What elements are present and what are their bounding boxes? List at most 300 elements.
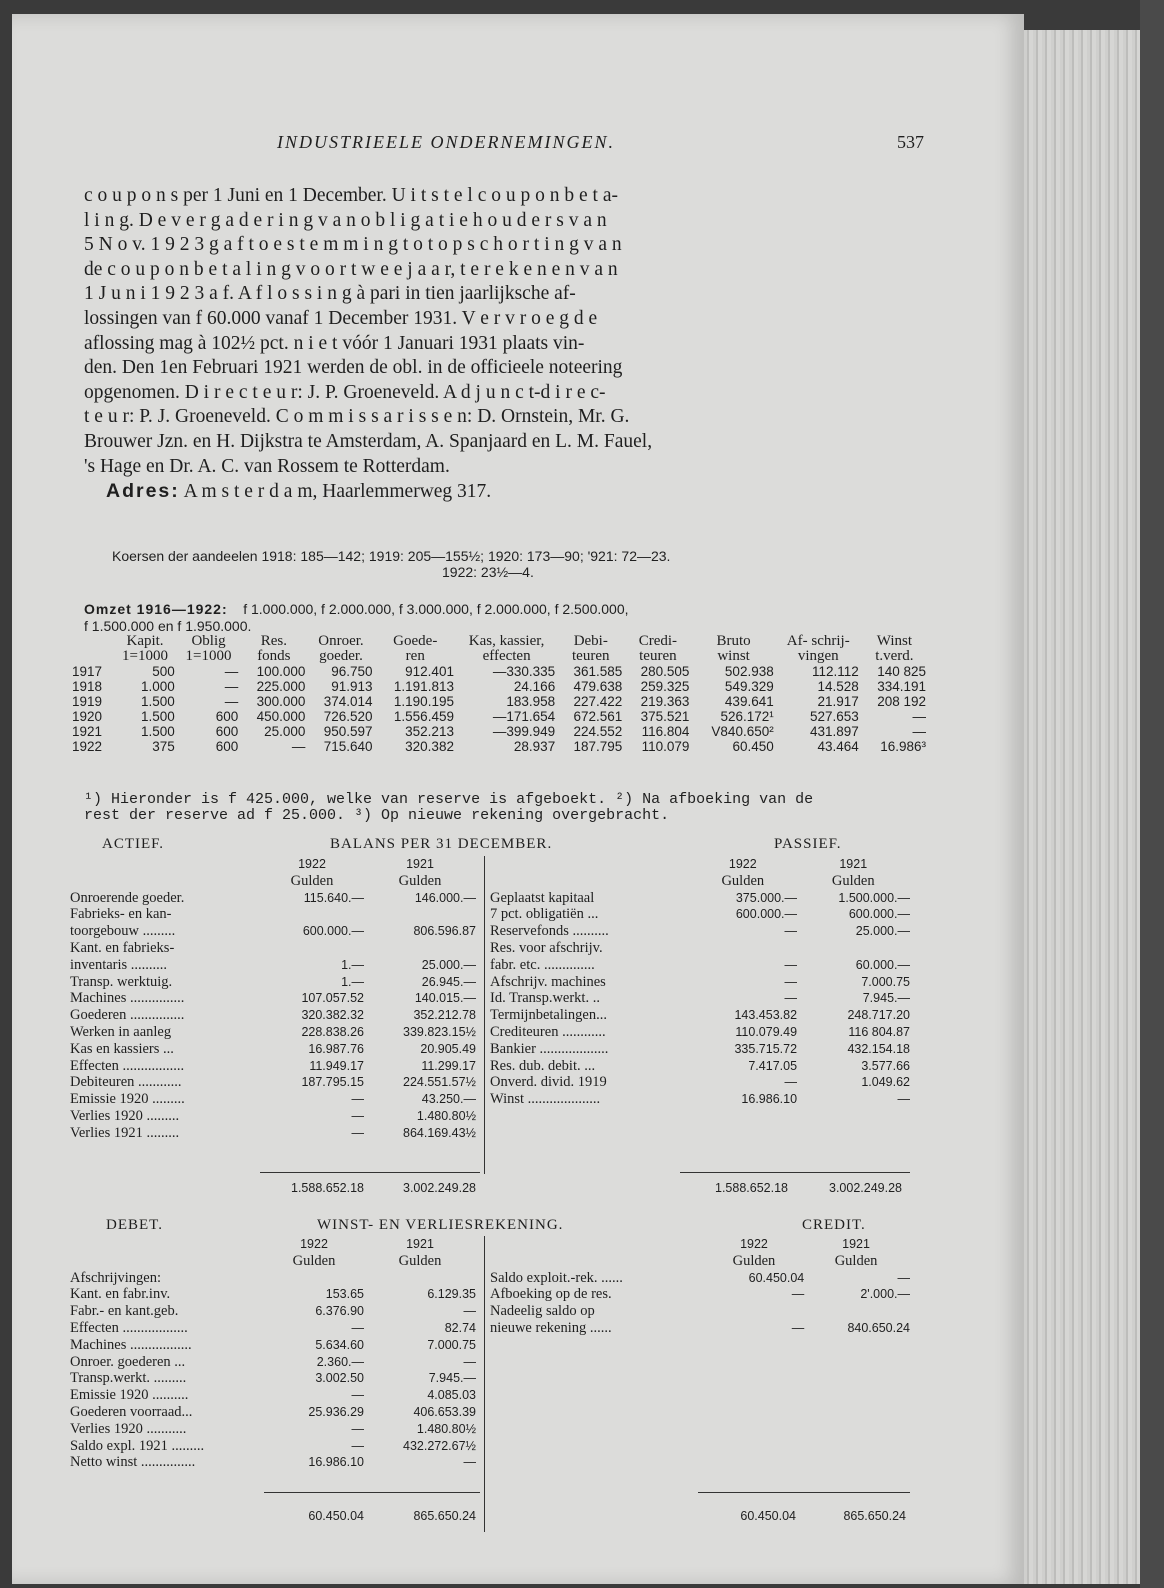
stats-cell: 1.556.459 [393, 709, 454, 724]
stats-cell: 224.552 [573, 724, 623, 739]
credit-value-1921: — [897, 1270, 910, 1285]
debet-row [70, 1438, 490, 1455]
balans-passief [490, 856, 910, 1108]
balans-divider [484, 856, 485, 1174]
stats-cell: 60.450 [732, 739, 774, 754]
passief-label: Res. voor afschrijv. [490, 939, 603, 956]
passief-value-1921: 1.049.62 [861, 1075, 910, 1090]
passief-row [490, 906, 910, 923]
spacer [490, 1236, 706, 1253]
actief-label: Debiteuren ............ [70, 1074, 182, 1091]
stats-header-cell [70, 649, 113, 664]
stats-year: 1920 [72, 709, 103, 724]
credit-value-1921: 840.650.24 [847, 1320, 910, 1335]
stats-cell: 1.000 [140, 679, 175, 694]
wv-title: WINST- EN VERLIESREKENING. [317, 1217, 564, 1233]
debet-row [70, 1354, 490, 1371]
wv-debet-total-1921: 865.650.24 [413, 1509, 476, 1523]
adres-city: A m s t e r d a m, [183, 481, 318, 503]
credit-label: Afboeking op de res. [490, 1286, 612, 1303]
stats-cell: —399.949 [492, 724, 556, 739]
stats-cell: 100.000 [256, 664, 306, 679]
stats-cell: —330.335 [492, 664, 556, 679]
passief-label: Bankier ................... [490, 1040, 609, 1057]
debet-label: Emissie 1920 .......... [70, 1387, 189, 1404]
passief-value-1922 [690, 940, 797, 957]
debet-label: Transp.werkt. ......... [70, 1370, 187, 1387]
debet-label: Onroer. goederen ... [70, 1353, 186, 1370]
wv-credit-total-1921: 865.650.24 [843, 1509, 906, 1523]
stats-cell: — [224, 679, 239, 694]
wv-debet-totals [264, 1508, 480, 1525]
stats-header-cell: Bruto [716, 633, 751, 649]
turnover [84, 601, 924, 635]
wv-credit-totals [698, 1508, 910, 1525]
stats-cell: 320.382 [405, 739, 454, 754]
passief-label: Reservefonds .......... [490, 923, 609, 940]
credit-unit-row [490, 1253, 910, 1270]
stats-cell: V840.650² [711, 724, 774, 739]
stats-cell: 334.191 [877, 679, 926, 694]
credit-row [490, 1286, 910, 1303]
stats-cell: 227.422 [573, 694, 623, 709]
turnover-line-1: f 1.000.000, f 2.000.000, f 3.000.000, f 2.000.000, f 2.500.000, [243, 601, 629, 617]
passief-label: Termijnbetalingen... [490, 1007, 607, 1024]
passief-value-1921: 1.500.000.— [838, 890, 910, 905]
stats-row [70, 664, 928, 679]
body-line: Brouwer Jzn. en H. Dijkstra te Amsterdam, A. Spanjaard en L. M. Fauel, [84, 430, 653, 452]
stats-cell: 375.521 [640, 709, 690, 724]
passief-unit-row [490, 873, 910, 890]
passief-value-1922: 375.000.— [735, 890, 798, 905]
actief-row [70, 974, 490, 991]
stats-cell: 527.653 [809, 709, 859, 724]
debet-row [70, 1337, 490, 1354]
debet-value-1921: — [463, 1455, 476, 1470]
credit-value-1921 [804, 1303, 910, 1320]
stats-header-cell: teuren [572, 648, 610, 664]
debet-value-1922: 16.986.10 [308, 1455, 364, 1470]
actief-value-1921: 26.945.— [421, 974, 476, 989]
stats-cell: 479.638 [573, 679, 623, 694]
stats-table [70, 634, 928, 754]
stats-row [70, 739, 928, 754]
actief-row [70, 1041, 490, 1058]
stats-cell: 450.000 [256, 709, 306, 724]
stats-row [70, 694, 928, 709]
passief-row [490, 1024, 910, 1041]
actief-row [70, 1125, 490, 1142]
stats-header-cell: 1=1000 [185, 648, 232, 664]
stats-header-row [70, 634, 928, 649]
stats-cell: 352.213 [405, 724, 454, 739]
passief-year-1922: 1922 [728, 857, 757, 871]
actief-value-1921: 806.596.87 [413, 924, 476, 939]
debet-value-1921: — [463, 1354, 476, 1369]
balans-passief-total-1921: 3.002.249.28 [829, 1181, 902, 1195]
stats-cell: 375 [152, 739, 175, 754]
debet-value-1922: — [351, 1421, 364, 1436]
passief-value-1922: — [784, 924, 798, 939]
debet-row [70, 1421, 490, 1438]
debet-unit-1922: Gulden [292, 1252, 336, 1269]
passief-label: 7 pct. obligatiën ... [490, 906, 599, 923]
stats-cell: 259.325 [640, 679, 690, 694]
actief-label: Onroerende goeder. [70, 889, 185, 906]
stats-header-cell: Kapit. [126, 633, 164, 649]
balans-actief-title: ACTIEF. [102, 836, 165, 852]
stats-cell: 116.804 [641, 724, 690, 739]
wv-debet-title: DEBET. [106, 1217, 163, 1233]
balans-actief-total-1921: 3.002.249.28 [403, 1181, 476, 1195]
share-prices-line-1: Koersen der aandeelen 1918: 185—142; 1919: 205—155½; 1920: 173—90; '921: 72—23. [112, 548, 671, 564]
page-number: 537 [897, 132, 924, 152]
debet-year-1922: 1922 [300, 1237, 328, 1251]
stats-cell: — [224, 694, 239, 709]
passief-value-1921: 116 804.87 [848, 1024, 910, 1039]
debet-value-1922: 5.634.60 [315, 1337, 364, 1352]
actief-year-1922: 1922 [298, 857, 326, 871]
actief-row [70, 957, 490, 974]
wv-credit-total-1922: 60.450.04 [740, 1509, 796, 1523]
passief-unit-1922: Gulden [721, 872, 765, 889]
stats-cell: 112.112 [811, 664, 859, 679]
debet-row [70, 1454, 490, 1471]
debet-unit-row [70, 1253, 490, 1270]
stats-cell: 183.958 [506, 694, 556, 709]
actief-value-1922: 1.— [341, 974, 364, 989]
passief-value-1922: — [784, 957, 798, 972]
actief-value-1921: 11.299.17 [421, 1058, 476, 1073]
actief-year-row [70, 856, 490, 873]
debet-value-1921: 4.085.03 [427, 1388, 476, 1403]
debet-label: Kant. en fabr.inv. [70, 1286, 171, 1303]
actief-row [70, 906, 490, 923]
actief-value-1922: — [351, 1125, 364, 1140]
debet-value-1922: 6.376.90 [315, 1304, 364, 1319]
actief-label: Fabrieks- en kan- [70, 906, 172, 923]
stats-cell: 600 [215, 739, 239, 754]
balans-passief-title: PASSIEF. [774, 836, 842, 852]
debet-value-1921: 7.000.75 [427, 1337, 476, 1352]
passief-value-1922: — [784, 1075, 798, 1090]
stats-row [70, 679, 928, 694]
passief-label: fabr. etc. .............. [490, 956, 595, 973]
stats-cell: 219.363 [640, 694, 690, 709]
balans-passief-total-1922: 1.588.652.18 [715, 1181, 788, 1195]
actief-unit-row [70, 873, 490, 890]
passief-label: Onverd. divid. 1919 [490, 1074, 607, 1091]
running-header [72, 132, 924, 160]
credit-value-1922: — [791, 1320, 805, 1335]
actief-row [70, 1091, 490, 1108]
credit-year-row [490, 1236, 910, 1253]
stats-cell: 21.917 [817, 694, 859, 709]
credit-year-1922: 1922 [740, 1237, 768, 1251]
stats-cell: — [224, 664, 239, 679]
balans-actief-rule [260, 1172, 480, 1173]
actief-label: Goederen ............... [70, 1007, 185, 1024]
body-line: c o u p o n s per 1 Juni en 1 December. U i t s t e l c o u p o n b e t a- [84, 185, 618, 206]
stats-header-cell [70, 634, 113, 649]
actief-value-1922: — [351, 1108, 364, 1123]
passief-row [490, 957, 910, 974]
balans-actief [70, 856, 490, 1142]
passief-row [490, 1091, 910, 1108]
stats-header-cell: Kas, kassier, [468, 633, 545, 649]
debet-value-1921: 82.74 [444, 1320, 476, 1335]
stats-cell: 950.597 [323, 724, 373, 739]
passief-label: Winst .................... [490, 1091, 601, 1108]
debet-value-1921: 432.272.67½ [403, 1438, 476, 1453]
stats-header-cell: goeder. [319, 648, 363, 664]
balans-passief-rule [680, 1172, 910, 1173]
actief-label: Machines ............... [70, 990, 185, 1007]
credit-value-1922 [710, 1303, 804, 1320]
debet-label: Fabr.- en kant.geb. [70, 1303, 179, 1320]
adres-label: Adres: [106, 480, 180, 503]
actief-value-1921: 1.480.80½ [416, 1108, 476, 1123]
passief-label: Afschrijv. machines [490, 973, 606, 990]
stats-header-cell: Oblig [191, 633, 226, 649]
credit-year-1921: 1921 [842, 1237, 870, 1251]
stats-header-cell: Af- schrij- [786, 633, 850, 649]
debet-row [70, 1387, 490, 1404]
body-line: lossingen van f 60.000 vanaf 1 December 1931. V e r v r o e g d e [84, 307, 598, 329]
adres-street: Haarlemmerweg 317. [322, 481, 492, 503]
adres-line [84, 479, 924, 504]
debet-value-1922: 2.360.— [316, 1354, 364, 1369]
wv-credit [490, 1236, 910, 1337]
actief-value-1921: 25.000.— [421, 957, 476, 972]
actief-value-1922: 228.838.26 [301, 1024, 364, 1039]
actief-row [70, 890, 490, 907]
debet-row [70, 1320, 490, 1337]
passief-value-1921: 7.000.75 [861, 974, 910, 989]
actief-value-1921: 20.905.49 [420, 1041, 476, 1056]
credit-label: nieuwe rekening ...... [490, 1319, 612, 1336]
wv-divider [484, 1236, 485, 1532]
actief-value-1922 [260, 940, 364, 957]
debet-row [70, 1303, 490, 1320]
passief-label: Crediteuren ............ [490, 1023, 606, 1040]
debet-label: Effecten .................. [70, 1319, 188, 1336]
passief-label: Res. dub. debit. ... [490, 1057, 596, 1074]
stats-cell: 110.079 [641, 739, 690, 754]
passief-unit-1921: Gulden [831, 872, 875, 889]
debet-value-1922: 153.65 [325, 1287, 364, 1302]
stats-cell: 1.500 [140, 709, 175, 724]
passief-value-1922: 335.715.72 [734, 1041, 798, 1056]
actief-value-1921: 339.823.15½ [403, 1024, 476, 1039]
stats-year: 1922 [72, 739, 103, 754]
balans-actief-total-1922: 1.588.652.18 [291, 1181, 364, 1195]
stats-year: 1918 [72, 679, 103, 694]
actief-value-1921: 352.212.78 [413, 1008, 476, 1023]
debet-row [70, 1270, 490, 1287]
stats-header-cell: effecten [482, 648, 531, 664]
debet-value-1922: — [351, 1320, 364, 1335]
stats-cell: 439.641 [724, 694, 774, 709]
stats-cell: — [912, 724, 926, 739]
debet-value-1922: 3.002.50 [315, 1371, 364, 1386]
debet-row [70, 1404, 490, 1421]
passief-value-1921: 432.154.18 [847, 1041, 910, 1056]
passief-year-1921: 1921 [839, 857, 868, 871]
page-header-title: INDUSTRIEELE ONDERNEMINGEN. [277, 132, 615, 152]
passief-value-1922: 110.079.49 [735, 1024, 798, 1039]
actief-row [70, 990, 490, 1007]
stats-cell: 24.166 [513, 679, 556, 694]
stats-header-cell: Res. [260, 633, 287, 649]
stats-cell: 280.505 [640, 664, 690, 679]
debet-value-1921: 1.480.80½ [416, 1421, 476, 1436]
stats-header-cell: t.verd. [875, 648, 914, 664]
passief-value-1921: 600.000.— [848, 907, 910, 922]
credit-row [490, 1270, 910, 1287]
stats-cell: 1.190.195 [393, 694, 454, 709]
actief-row [70, 1108, 490, 1125]
stats-cell: 672.561 [573, 709, 623, 724]
spacer [490, 856, 689, 873]
debet-value-1921: 7.945.— [428, 1371, 476, 1386]
body-line: den. Den 1en Februari 1921 werden de obl. in de officieele noteering [84, 357, 623, 379]
stats-row [70, 724, 928, 739]
actief-label: Kas en kassiers ... [70, 1040, 174, 1057]
debet-value-1921: — [463, 1304, 476, 1319]
passief-value-1922: — [784, 991, 798, 1006]
passief-value-1922: — [784, 974, 798, 989]
actief-value-1921: 864.169.43½ [403, 1125, 476, 1140]
stats-cell: 715.640 [323, 739, 373, 754]
passief-row [490, 1007, 910, 1024]
actief-label: Kant. en fabrieks- [70, 939, 175, 956]
spacer [70, 856, 260, 873]
stats-cell: 1.500 [140, 724, 175, 739]
debet-value-1921: 406.653.39 [413, 1404, 476, 1419]
actief-label: Emissie 1920 ......... [70, 1091, 185, 1108]
footnotes [84, 792, 924, 824]
debet-value-1922 [264, 1270, 364, 1287]
page-edges [1024, 30, 1152, 1584]
stats-header-cell: Debi- [573, 633, 608, 649]
stats-cell: 208 192 [877, 694, 926, 709]
share-prices-line-2: 1922: 23½—4. [442, 564, 534, 580]
actief-label: Effecten ................. [70, 1057, 185, 1074]
passief-value-1921 [797, 940, 910, 957]
stats-cell: 300.000 [256, 694, 306, 709]
spacer [70, 873, 260, 890]
credit-label: Nadeelig saldo op [490, 1303, 595, 1320]
passief-row [490, 990, 910, 1007]
actief-row [70, 940, 490, 957]
actief-row [70, 923, 490, 940]
actief-unit-1921: Gulden [398, 872, 442, 889]
stats-header-cell: Winst [876, 633, 912, 649]
debet-value-1921: 6.129.35 [427, 1287, 476, 1302]
actief-label: Werken in aanleg [70, 1023, 172, 1040]
stats-cell: 1.191.813 [393, 679, 454, 694]
stats-cell: 28.937 [513, 739, 556, 754]
share-prices [112, 548, 912, 580]
credit-value-1922: — [791, 1287, 805, 1302]
actief-value-1922: 600.000.— [302, 924, 364, 939]
book-cover-edge [1140, 0, 1164, 1588]
actief-row [70, 1074, 490, 1091]
stats-cell: 431.897 [809, 724, 859, 739]
stats-cell: 91.913 [331, 679, 373, 694]
stats-header-cell: fonds [257, 648, 291, 664]
stats-year: 1919 [72, 694, 103, 709]
debet-label: Saldo expl. 1921 ......... [70, 1437, 205, 1454]
stats-cell: 600 [215, 709, 239, 724]
body-line: l i n g. D e v e r g a d e r i n g v a n o b l i g a t i e h o u d e r s v a n [84, 209, 607, 231]
credit-unit-1921: Gulden [834, 1252, 878, 1269]
passief-value-1922: 600.000.— [735, 907, 798, 922]
actief-label: Verlies 1920 ......... [70, 1107, 180, 1124]
actief-unit-1922: Gulden [290, 872, 334, 889]
passief-value-1921: 248.717.20 [847, 1008, 910, 1023]
spacer [490, 1253, 706, 1270]
actief-label: inventaris .......... [70, 956, 168, 973]
credit-value-1922: 60.450.04 [748, 1270, 805, 1285]
book-page [12, 14, 1024, 1584]
body-line: 's Hage en Dr. A. C. van Rossem te Rotterdam. [84, 455, 450, 477]
stats-cell: 16.986³ [880, 739, 926, 754]
debet-label: Machines ................. [70, 1336, 192, 1353]
wv-debet-total-1922: 60.450.04 [308, 1509, 364, 1523]
stats-header-cell: 1=1000 [122, 648, 168, 664]
body-line: t e u r: P. J. Groeneveld. C o m m i s s a r i s s e n: D. Ornstein, Mr. G. [84, 406, 630, 428]
debet-label: Verlies 1920 ........... [70, 1420, 187, 1437]
stats-header-cell: teuren [639, 648, 677, 664]
actief-label: Verlies 1921 ......... [70, 1124, 180, 1141]
body-line: 5 N o v. 1 9 2 3 g a f t o e s t e m m i n g t o t o p s c h o r t i n g v a n [84, 234, 622, 256]
footnote-line-1: ¹) Hieronder is f 425.000, welke van reserve is afgeboekt. ²) Na afboeking van de [84, 791, 814, 808]
credit-row [490, 1320, 910, 1337]
debet-label: Afschrijvingen: [70, 1269, 162, 1286]
passief-label: Geplaatst kapitaal [490, 889, 595, 906]
debet-year-1921: 1921 [406, 1237, 434, 1251]
stats-cell: 361.585 [573, 664, 623, 679]
actief-value-1922 [260, 906, 364, 923]
actief-value-1922: 16.987.76 [308, 1041, 364, 1056]
actief-value-1922: 1.— [341, 957, 364, 972]
debet-label: Netto winst ............... [70, 1454, 196, 1471]
stats-header-cell: vingen [797, 648, 839, 664]
debet-value-1921 [364, 1270, 476, 1287]
stats-cell: —171.654 [492, 709, 556, 724]
stats-header-cell: Goede- [393, 633, 438, 649]
passief-value-1921: 25.000.— [855, 924, 910, 939]
actief-value-1921: 140.015.— [414, 991, 476, 1006]
body-text [84, 184, 924, 504]
actief-value-1922: 187.795.15 [301, 1075, 364, 1090]
passief-value-1922: 16.986.10 [741, 1092, 798, 1107]
actief-row [70, 1007, 490, 1024]
actief-value-1921: 43.250.— [421, 1092, 476, 1107]
debet-value-1922: 25.936.29 [308, 1404, 364, 1419]
stats-header-cell: ren [405, 648, 425, 664]
passief-row [490, 890, 910, 907]
spacer [490, 873, 689, 890]
stats-year: 1917 [72, 664, 103, 679]
actief-value-1921 [364, 940, 476, 957]
debet-value-1922: — [351, 1388, 364, 1403]
stats-header-cell: winst [717, 648, 750, 664]
stats-cell: 187.795 [573, 739, 623, 754]
body-line: opgenomen. D i r e c t e u r: J. P. Groeneveld. A d j u n c t-d i r e c- [84, 381, 606, 403]
